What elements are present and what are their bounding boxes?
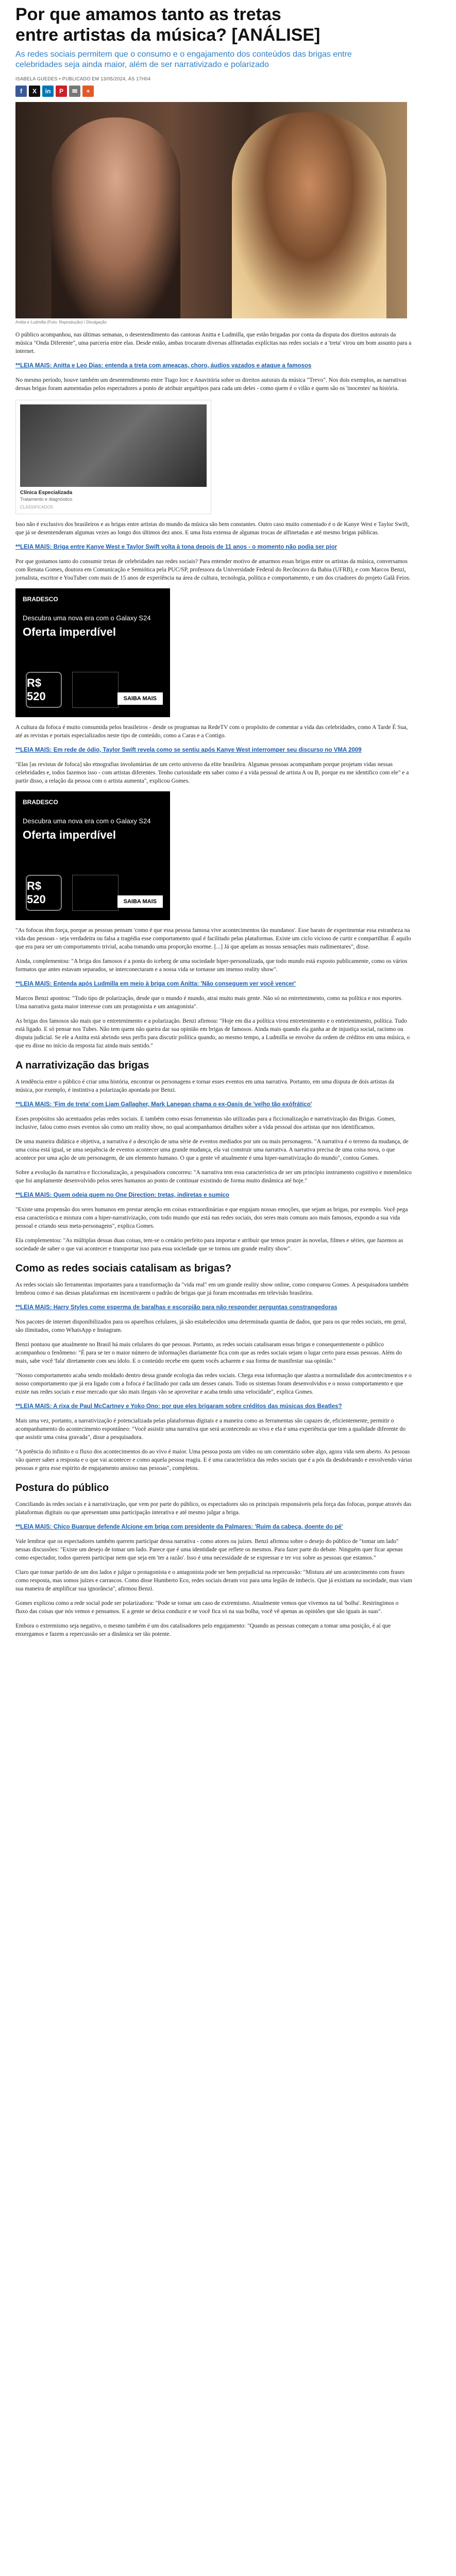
embedded-card[interactable] bbox=[15, 400, 211, 514]
paragraph: "A potência do infinito e o fluxo dos acontecimentos do ao vivo é maior. Uma pessoa posta um vídeo ou um comentário sobre algo, agora vida sem aberto. As pessoas vão querer saber a resposta e o que vai acontecer e como aquela pessoa reagiu. E é uma característica das redes sociais que é a pós da desdobrando e envolvendo várias pessoas e gera esse espirito de engajamento ansioso nas pessoas", completou. bbox=[15, 1449, 412, 1471]
ad-offer: Oferta imperdível bbox=[23, 625, 116, 638]
facebook-share-icon[interactable]: f bbox=[15, 86, 27, 97]
paragraph: "Elas [as revistas de fofoca] são etnografias involuntárias de um certo universo da elite brasileira. Algumas pessoas acompanham porque projetam vidas nessas celebridades e, todos fazemos isso - com artistas diferentes. Tenho curiosidade em saber como é a vida pessoal de artista A ou B, porque eu me identifico com ele" e a partir disso, a relação da pessoa com o artista aumenta", explicou Gomes. bbox=[15, 761, 409, 784]
read-more-anchor[interactable]: **LEIA MAIS: Anitta e Leo Dias: entenda a treta com ameaças, choro, áudios vazados e ataque a famosos bbox=[15, 363, 312, 369]
ad-headline: Descubra uma nova era com o Galaxy S24 bbox=[23, 614, 151, 622]
read-more-link[interactable] bbox=[15, 1303, 397, 1312]
pinterest-share-icon[interactable]: P bbox=[56, 86, 67, 97]
ad-phone-image bbox=[72, 672, 119, 708]
paragraph: Ela complementou: "As múltiplas dessas duas coisas, tem-se o cenário perfeito para importar e atribuir que temos prazer às novelas, filmes e séries, que fazemos as sociedade de saber o que vai acontecer e transportar isso para essa sociedade que se tornou um grande reality show". bbox=[15, 1238, 403, 1252]
paragraph: Por que gostamos tanto do consumir tretas de celebridades nas redes sociais? Para entender motivo de amarmos essas brigas entre os artistas da música, conversamos com Renata Gomes, doutora em Comunicação e Semiótica pela PUC/SP, professora da Universidade Federal do Recôncavo da Bahia (UFRB), e com Marcos Benzi, jornalista, escritor e YouTuber com mais de 15 anos de experiência na área de cultura, tecnologia, política e comportamento, e um dos criadores do projeto Galã Feios. bbox=[15, 558, 411, 581]
advertisement[interactable] bbox=[15, 791, 170, 920]
ad-cta-button[interactable]: SAIBA MAIS bbox=[117, 895, 163, 908]
paragraph: Vale lembrar que os espectadores também querem participar dessa narrativa - como atores ou juízes. Benzi afirmou sobre o desejo do público de "tomar um lado" nessas discussões: "Existe um desejo de tomar um lado. Parece que é uma identidade que reflete os mesmos. Para fazer parte do debate. Ninguém quer ficar apenas como espectador, todos querem participar nem que seja em 'ter a razão'. Isso é uma necessidade de se expressar e ter voz sobre as pessoas que estamos." bbox=[15, 1538, 403, 1561]
read-more-link[interactable] bbox=[15, 362, 397, 370]
paragraph: O público acompanhou, nas últimas semanas, o desentendimento das cantoras Anitta e Ludmilla, que estão brigadas por conta da disputa dos direitos autorais da música "Onda Diferente", uma parceria entre elas. Desde então, ambas trocaram diversas alfinetadas explícitas nas redes sociais e a 'treta' virou um bom assunto para a internet. bbox=[15, 332, 412, 354]
paragraph: Conciliando às redes sociais e à narrativização, que vem por parte do público, os espectadores são os principais responsáveis pela força das fofocas, porque através das plataformas digitais ou que apresentam uma participação interativa e até mesmo julgar a briga. bbox=[15, 1501, 412, 1516]
read-more-anchor[interactable]: **LEIA MAIS: Em rede de ódio, Taylor Swift revela como se sentiu após Kanye West interromper seu discurso no VMA 2009 bbox=[15, 747, 362, 753]
read-more-anchor[interactable]: **LEIA MAIS: Chico Buarque defende Alcione em briga com presidente da Palmares: 'Ruim da cabeça, doente do pé' bbox=[15, 1524, 343, 1530]
read-more-anchor[interactable]: **LEIA MAIS: A rixa de Paul McCartney e Yoko Ono: por que eles brigaram sobre créditos das músicas dos Beatles? bbox=[15, 1403, 342, 1410]
ad-phone-image bbox=[72, 875, 119, 911]
hero-portrait-left bbox=[52, 117, 180, 318]
section-heading: Postura do público bbox=[15, 1482, 109, 1494]
paragraph: "As fofocas têm força, porque as pessoas pensam 'como é que essa pessoa famosa vive acontecimentos tão mundanos'. Esse barato de experimentar essa estranheza na vida das pessoas - seja verdadeira ou falsa a tragédia esse comportamento qual é facilitado pelas plataformas. Existe um ciclo vicioso de curtir e compartilhar. É aquilo que era para ser um comportamento trivial, acaba tomando uma proporção enorme. [...] Já que apelam as nossas sensações mais rudimentares", disse. bbox=[15, 927, 411, 950]
paragraph: As brigas dos famosos são mais que o entretenimento e a polarização. Benzi afirmou: "Hoje em dia a política virou entretenimento e o entretenimento, política. Tudo está ligado. E só pensar nos Tubes. Não tem quem não queira dar sua opinião em brigas de famosos. Ainda mais quando ela ganha ar de injustiça social, racismo ou disputa judicial. Se ele a Anitta está abrindo seus perfis para discutir política quando, ao mesmo tempo, a Ludmilla se envolve da ordem de créditos em uma música, o que eu disse no início da resposta faz ainda mais sentido." bbox=[15, 1018, 410, 1049]
share-bar bbox=[15, 86, 441, 97]
paragraph: Claro que tomar partido de um dos lados e julgar o protagonista e o antagonista pode ser bem prejudicial na repercussão: "Mistura até um acontecimento com frases como resposta, mas somos juízes e carrascos. Como disse Humberto Eco, redes sociais deram voz para uma legião de imbecis. Que já existiam na sociedade, mas viam sua maneira de amplificar sua ignorância", afirmou Benzi. bbox=[15, 1569, 412, 1592]
email-share-icon[interactable]: ✉ bbox=[69, 86, 80, 97]
ad-brand: BRADESCO bbox=[23, 799, 58, 806]
embedded-card-title: Clínica Especializada bbox=[20, 490, 73, 496]
read-more-anchor[interactable]: **LEIA MAIS: Entenda após Ludmilla em meio à briga com Anitta: 'Não conseguem ver você vencer' bbox=[15, 981, 296, 987]
embedded-card-image bbox=[20, 404, 207, 487]
paragraph: Gomes explicou como a rede social pode ser polarizadora: "Pode se tornar um caso de extremismo. Atualmente vemos que vivemos na tal 'bolha'. Restringimos o fluxo das coisas que nós vemos e pensamos. E a gente se deixa conduzir e se você fica só na sua bolha, você vê apenas as opiniões que são iguais às suas". bbox=[15, 1600, 399, 1615]
paragraph: Esses propósitos são acentuados pelas redes sociais. E também como essas ferramentas são utilizadas para a ficcionalização e narrativização das Brigas. Gomes, inclusive, falou como esses eventos são como um reality show, no qual acompanhamos detalhes sobre a vida pessoal dos artistas que nos identificamos. bbox=[15, 1116, 396, 1130]
section-heading: A narrativização das brigas bbox=[15, 1060, 149, 1071]
ad-headline: Descubra uma nova era com o Galaxy S24 bbox=[23, 817, 151, 825]
read-more-link[interactable] bbox=[15, 980, 397, 988]
ad-amount: R$ 520 bbox=[26, 672, 62, 708]
ad-cta-button[interactable]: SAIBA MAIS bbox=[117, 692, 163, 705]
article-byline: ISABELA GUEDES • PUBLICADO EM 13/05/2024, ÀS 17H04 bbox=[15, 76, 151, 81]
linkedin-share-icon[interactable]: in bbox=[42, 86, 54, 97]
read-more-link[interactable] bbox=[15, 1402, 397, 1411]
paragraph: A cultura da fofoca é muito consumida pelos brasileiros - desde os programas na RedeTV com o propósito de comentar a vida das celebridades, como A Tarde É Sua, até as revistas e portais especializados neste tipo de conteúdo, como a Caras e a Contigo. bbox=[15, 724, 408, 739]
paragraph: Nos pacotes de internet disponibilizados para os aparelhos celulares, já são estabelecidos uma determinada quantia de dados, que para os que redes sociais, em geral, são ilimitados, como WhatsApp e Instagram. bbox=[15, 1319, 407, 1333]
read-more-anchor[interactable]: **LEIA MAIS: Briga entre Kanye West e Taylor Swift volta à tona depois de 11 anos - o momento não podia ser pior bbox=[15, 544, 337, 550]
paragraph: Ainda, complementou: "A briga dos famosos é a ponta do iceberg de uma sociedade hiper-personalizada, que todo mundo está exposto publicamente, como os vários formatos que antes estavam separados, se interconectaram e a nossa vida se tornasse um imenso reality show". bbox=[15, 958, 408, 973]
paragraph: De uma maneira didática e objetiva, a narrativa é a descrição de uma série de eventos mediados por um ou mais personagens. "A narrativa é o terreno da mudança, de uma coisa está igual, se uma sequência de eventos acontecer uma grande mudança, ela vai construir uma narrativa. A narrativa precisa de uma coisa nova, o que acontece por uma ação de um personagem, de um elemento humano. O que a gente vê atualmente é uma hiper-narrativização do mundo", contou Gomes. bbox=[15, 1139, 409, 1161]
paragraph: "Nosso comportamento acaba sendo moldado dentro dessa grande ecologia das redes sociais. Chega essa informação que alastra a normalidade dos acontecimentos e o nosso comportamento que já era ligado com a fofoca é facilitado por cada um desses canais. Todo os sistemas foram desenvolvidos e o nosso comportamento e que existe nas redes sociais e esse mercado que são mais ilegais vão se aproveitar e acaba tendo uma velocidade", explica Gomes. bbox=[15, 1372, 412, 1395]
read-more-anchor[interactable]: **LEIA MAIS: Harry Styles come esperma de baralhas e escorpião para não responder perguntas constrangedoras bbox=[15, 1304, 337, 1311]
ad-amount: R$ 520 bbox=[26, 875, 62, 911]
read-more-link[interactable] bbox=[15, 746, 397, 754]
embedded-card-subtitle: Tratamento e diagnóstico bbox=[20, 497, 73, 502]
embedded-card-label: CLASSIFICADOS bbox=[20, 505, 54, 510]
paragraph: A tendência entre o público é criar uma história, encontrar os personagens e tornar esses eventos em uma narrativa. Portanto, em uma disputa de dois artistas da música, por exemplo, é instintiva a polarização apontada por Benzi. bbox=[15, 1079, 394, 1093]
ad-brand: BRADESCO bbox=[23, 596, 58, 603]
article-deck: As redes sociais permitem que o consumo e o engajamento dos conteúdos das brigas entre celebridades seja ainda maior, além de ser narrativizado e polarizado bbox=[15, 50, 352, 69]
read-more-anchor[interactable]: **LEIA MAIS: 'Fim de treta' com Liam Gallagher, Mark Lanegan chama o ex-Oasis de 'velho tão exófrático' bbox=[15, 1101, 312, 1108]
paragraph: No mesmo período, houve também um desentendimento entre Tiago Iorc e Anavitória sobre os direitos autorais da música "Trevo". Nos dois exemplos, as narrativas dessas brigas foram aumentadas pelos espectadores a ponto de atribuir arquétipos para cada um deles - como quem é o vilão e quem são os 'inocentes' na história. bbox=[15, 377, 407, 392]
hero-caption: Anitta e Ludmilla (Foto: Reprodução) / Divulgação bbox=[15, 320, 107, 325]
paragraph: Benzi pontuou que atualmente no Brasil há mais celulares do que pessoas. Portanto, as redes sociais catalisaram essas brigas e consequentemente o público acompanhou o fenômeno: "É para se ter o maior número de informações diariamente fica com que as redes sociais sejam o lugar certo para essas pessoas. Além do mais, sabe você 'fala' diretamente com seu ídolo. E o conteúdo recebe em quem vocês acharem e sua forma de manifestar sua opinião." bbox=[15, 1342, 402, 1364]
read-more-link[interactable] bbox=[15, 1100, 397, 1109]
read-more-anchor[interactable]: **LEIA MAIS: Quem odeia quem no One Direction: tretas, indiretas e sumiço bbox=[15, 1192, 229, 1198]
more-share-icon[interactable]: + bbox=[82, 86, 94, 97]
advertisement[interactable] bbox=[15, 588, 170, 717]
hero-portrait-right bbox=[232, 112, 386, 318]
paragraph: As redes sociais são ferramentas importantes para a transformação da "vida real" em um grande reality show online, como comparou Gomes. A pesquisadora também lembrou como é nas dessas plataformas em incentivarem o padrão de brigas que já foram encontradas em televisão brasileira. bbox=[15, 1282, 409, 1296]
x-share-icon[interactable]: X bbox=[29, 86, 40, 97]
hero-image bbox=[15, 102, 407, 318]
section-heading: Como as redes sociais catalisam as brigas? bbox=[15, 1263, 232, 1274]
ad-offer: Oferta imperdível bbox=[23, 828, 116, 841]
paragraph: Sobre a evolução da narrativa e ficcionalização, a pesquisadora concorreu: "A narrativa tem essa característica de ser um princípio instrumento cognitivo e mnemônico que foi amplamente desenvolvido pelos seres humanos ao ponto de continuar existindo de forma muito dinâmica até hoje." bbox=[15, 1170, 412, 1184]
paragraph: Isso não é exclusivo dos brasileiros e as brigas entre artistas do mundo da música são bem constantes. Outro caso muito comentado é o de Kanye West e Taylor Swift, que já se desentenderam algumas vezes ao longo dos últimos dez anos. E uma lista extensa de algumas trocas de alfinetadas e até mesmo brigas públicas. bbox=[15, 521, 410, 536]
paragraph: "Existe uma propensão dos seres humanos em prestar atenção em coisas extraordinárias e que engajam nossas emoções, que sejam as brigas, por exemplo. Você pega essa característica e mistura com a hiper-narrativização, com todo mundo que está nas redes sociais, dos seres mais comuns aos mais famosos, expondo a sua vida pessoal e criando seus meta-personagens", explica Gomes. bbox=[15, 1207, 408, 1229]
article-headline: Por que amamos tanto as tretas entre artistas da música? [ANÁLISE] bbox=[15, 5, 320, 45]
read-more-link[interactable] bbox=[15, 1523, 397, 1531]
paragraph: Embora o extremismo seja negativo, o mesmo também é um dos catalisadores pelo engajamento: "Quando as pessoas começam a tomar uma posição, é aí que enxergamos e fazem a repercussão ser a dinâmica ser tão potente. bbox=[15, 1623, 391, 1637]
read-more-link[interactable] bbox=[15, 1191, 397, 1199]
paragraph: Marcos Benzi apontou: "Todo tipo de polarização, desde que o mundo é mundo, atrai muito mais gente. Não só no entretenimento, como na política e nos esportes. Uma narrativa gasta maior interesse com um protagonista e um antagonista". bbox=[15, 995, 403, 1010]
read-more-link[interactable] bbox=[15, 543, 397, 551]
paragraph: Mais uma vez, portanto, a narrativização é potencializada pelas plataformas digitais e a maneira como as ferramentas são capazes de, eficientemente, permitir o acompanhamento do acontecimento espontâneo: "Você assistir uma narrativa que será acontecendo ao vivo e ela é uma experiência que tem a qualidade diferente do que assistir uma coisa gravada", disse a pesquisadora. bbox=[15, 1418, 406, 1440]
